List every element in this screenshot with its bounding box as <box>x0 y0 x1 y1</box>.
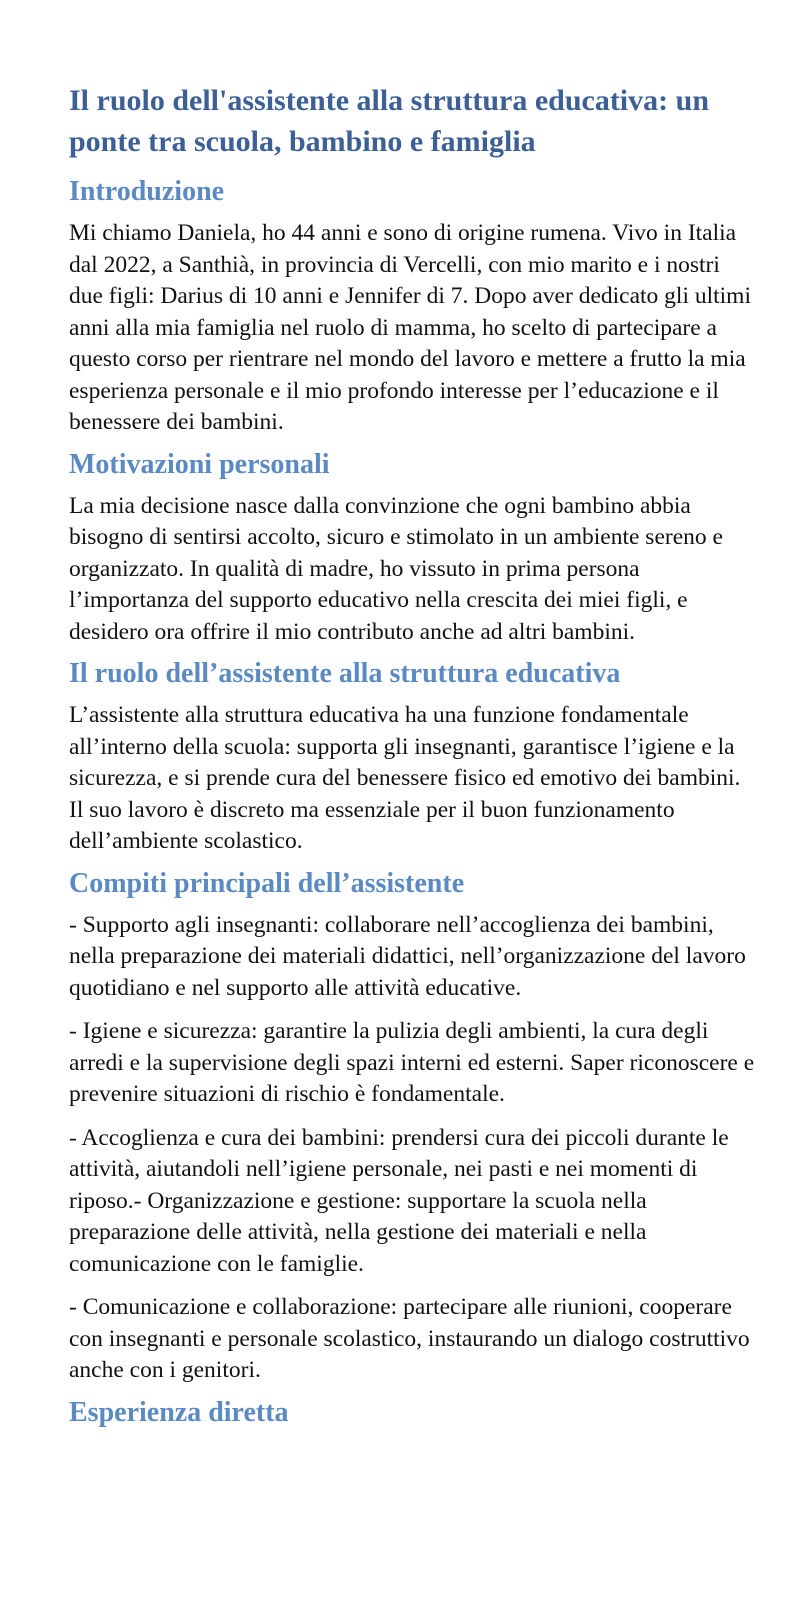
paragraph-ruolo: L’assistente alla struttura educativa ha una funzione fondamentale all’interno della scuola: supporta gli insegnanti, garantisce l’igiene e la sicurezza, e si prende cura del benessere fisico ed emotivo dei bambini. Il suo lavoro è discreto ma essenziale per il buon funzionamento dell’ambiente scolastico. <box>69 702 741 854</box>
paragraph-compiti-supporto: - Supporto agli insegnanti: collaborare nell’accoglienza dei bambini, nella preparazione dei materiali didattici, nell’organizzazione del lavoro quotidiano e nel supporto alle attività educative. <box>69 911 746 1001</box>
document-title: Il ruolo dell'assistente alla struttura educativa: un ponte tra scuola, bambino e famiglia <box>69 84 710 158</box>
document <box>69 80 759 1431</box>
section-heading-esperienza: Esperienza diretta <box>69 1396 289 1428</box>
paragraph-motivazioni: La mia decisione nasce dalla convinzione che ogni bambino abbia bisogno di sentirsi accolto, sicuro e stimolato in un ambiente sereno e organizzato. In qualità di madre, ho vissuto in prima persona l’importanza del supporto educativo nella crescita dei miei figli, e desidero ora offrire il mio contributo anche ad altri bambini. <box>69 492 723 645</box>
paragraph-compiti-comunicazione: - Comunicazione e collaborazione: partecipare alle riunioni, cooperare con insegnanti e personale scolastico, instaurando un dialogo costruttivo anche con i genitori. <box>69 1294 750 1383</box>
section-heading-introduzione: Introduzione <box>69 176 225 207</box>
paragraph-compiti-igiene: - Igiene e sicurezza: garantire la pulizia degli ambienti, la cura degli arredi e la supervisione degli spazi interni ed esterni. Saper riconoscere e prevenire situazioni di rischio è fondamentale. <box>69 1018 755 1107</box>
section-heading-motivazioni: Motivazioni personali <box>69 448 330 480</box>
paragraph-compiti-accoglienza: - Accoglienza e cura dei bambini: prendersi cura dei piccoli durante le attività, aiutandoli nell’igiene personale, nei pasti e nei momenti di riposo.- Organizzazione e gestione: supportare la scuola nella preparazione delle attività, nella gestione dei materiali e nella comunicazione con le famiglie. <box>69 1124 729 1277</box>
section-heading-ruolo: Il ruolo dell’assistente alla struttura educativa <box>69 658 621 689</box>
section-heading-compiti: Compiti principali dell’assistente <box>69 867 465 899</box>
paragraph-introduzione: Mi chiamo Daniela, ho 44 anni e sono di origine rumena. Vivo in Italia dal 2022, a Santhià, in provincia di Vercelli, con mio marito e i nostri due figli: Darius di 10 anni e Jennifer di 7. Dopo aver dedicato gli ultimi anni alla mia famiglia nel ruolo di mamma, ho scelto di partecipare a questo corso per rientrare nel mondo del lavoro e mettere a frutto la mia esperienza personale e il mio profondo interesse per l’educazione e il benessere dei bambini. <box>69 220 751 435</box>
